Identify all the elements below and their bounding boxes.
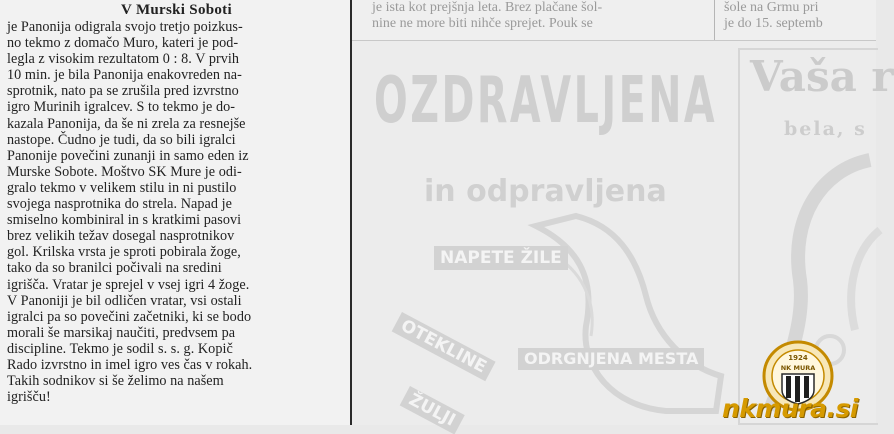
article-line: gralo tekmo v velikem stilu in ni pustilo (7, 179, 237, 196)
article-line: discipline. Tekmo je sodil s. s. g. Kopič (7, 340, 233, 357)
article-line: igralci pa so povečini začetniki, ki se bodo (7, 308, 252, 325)
ad-subline: in odpravljena (424, 174, 667, 209)
top-text-strip (352, 0, 876, 41)
ad-tag: ODRGNJENA MESTA (518, 348, 704, 370)
article-line: V Panoniji je bil odličen vratar, vsi ostali (7, 292, 242, 309)
article-title: V Murski Soboti (121, 2, 232, 18)
article-line: kazala Panonija, da še ni zrela za resnejše (7, 115, 246, 132)
article-line: je Panonija odigrala svojo tretjo poizkus- (7, 19, 243, 35)
ad-tag: NAPETE ŽILE (434, 246, 568, 270)
article-line: nastope. Čudno je tudi, da so bili igralci (7, 131, 236, 148)
strip-line: šole na Grmu pri (724, 0, 819, 15)
ad2-subtitle: bela, s (784, 118, 867, 140)
badge-year: 1924 (788, 354, 808, 362)
article-line: sprotnik, nato pa se zrušila pred izvrstno (7, 83, 239, 100)
ad-tag: ŽULJI (400, 386, 465, 434)
article-line: igro Murinih igralcev. S to tekmo je do- (7, 99, 236, 116)
strip-line: je ista kot prejšnja leta. Brez plačane šol- (372, 0, 603, 15)
strip-column-left (372, 0, 602, 32)
ad-headline: OZDRAVLJENA (374, 64, 718, 138)
ad-tag: OTEKLINE (392, 312, 496, 381)
article-line: igrišča. Vratar je sprejel v vsej igri 4 žoge. (7, 276, 250, 293)
article-line: igrišču! (7, 389, 51, 406)
article-line: Rado izvrstno in imel igro ves čas v rokah. (7, 356, 253, 373)
article-line: brez velikih težav dosegal nasprotnikov (7, 228, 235, 245)
column-divider (714, 0, 715, 40)
watermark-text: nkmura.si (722, 394, 858, 423)
article-body (7, 19, 346, 405)
article-line: tako da so branilci počivali na sredini (7, 260, 222, 277)
strip-column-right (724, 0, 823, 32)
article-line: Murske Sobote. Moštvo SK Mure je odi- (7, 163, 242, 180)
article-line: gol. Krilska vrsta je sproti pobirala žoge, (7, 244, 241, 261)
article-line: Takih sodnikov si še želimo na našem (7, 373, 224, 390)
article-column (0, 0, 352, 425)
article-line: legla z visokim rezultatom 0 : 8. V prvih (7, 51, 240, 68)
badge-label: NK MURA (780, 364, 816, 372)
article-line: Panonije povečini zunanji in samo eden iz (7, 147, 249, 164)
ad2-title: Vaša r (750, 52, 894, 101)
strip-line: nine ne more biti nihče sprejet. Pouk se (372, 16, 593, 31)
article-line: svojega nasprotnika do strela. Napad je (7, 196, 232, 213)
article-line: smiselno kombiniral in s kratkimi pasovi (7, 212, 242, 229)
article-line: 10 min. je bila Panonija enakovreden na- (7, 67, 242, 84)
article-line: no tekmo z domačo Muro, kateri je pod- (7, 35, 239, 52)
strip-line: je do 15. septemb (724, 16, 823, 31)
advertisement (366, 46, 734, 431)
article-line: morali še marsikaj naučiti, predvsem pa (7, 324, 236, 341)
